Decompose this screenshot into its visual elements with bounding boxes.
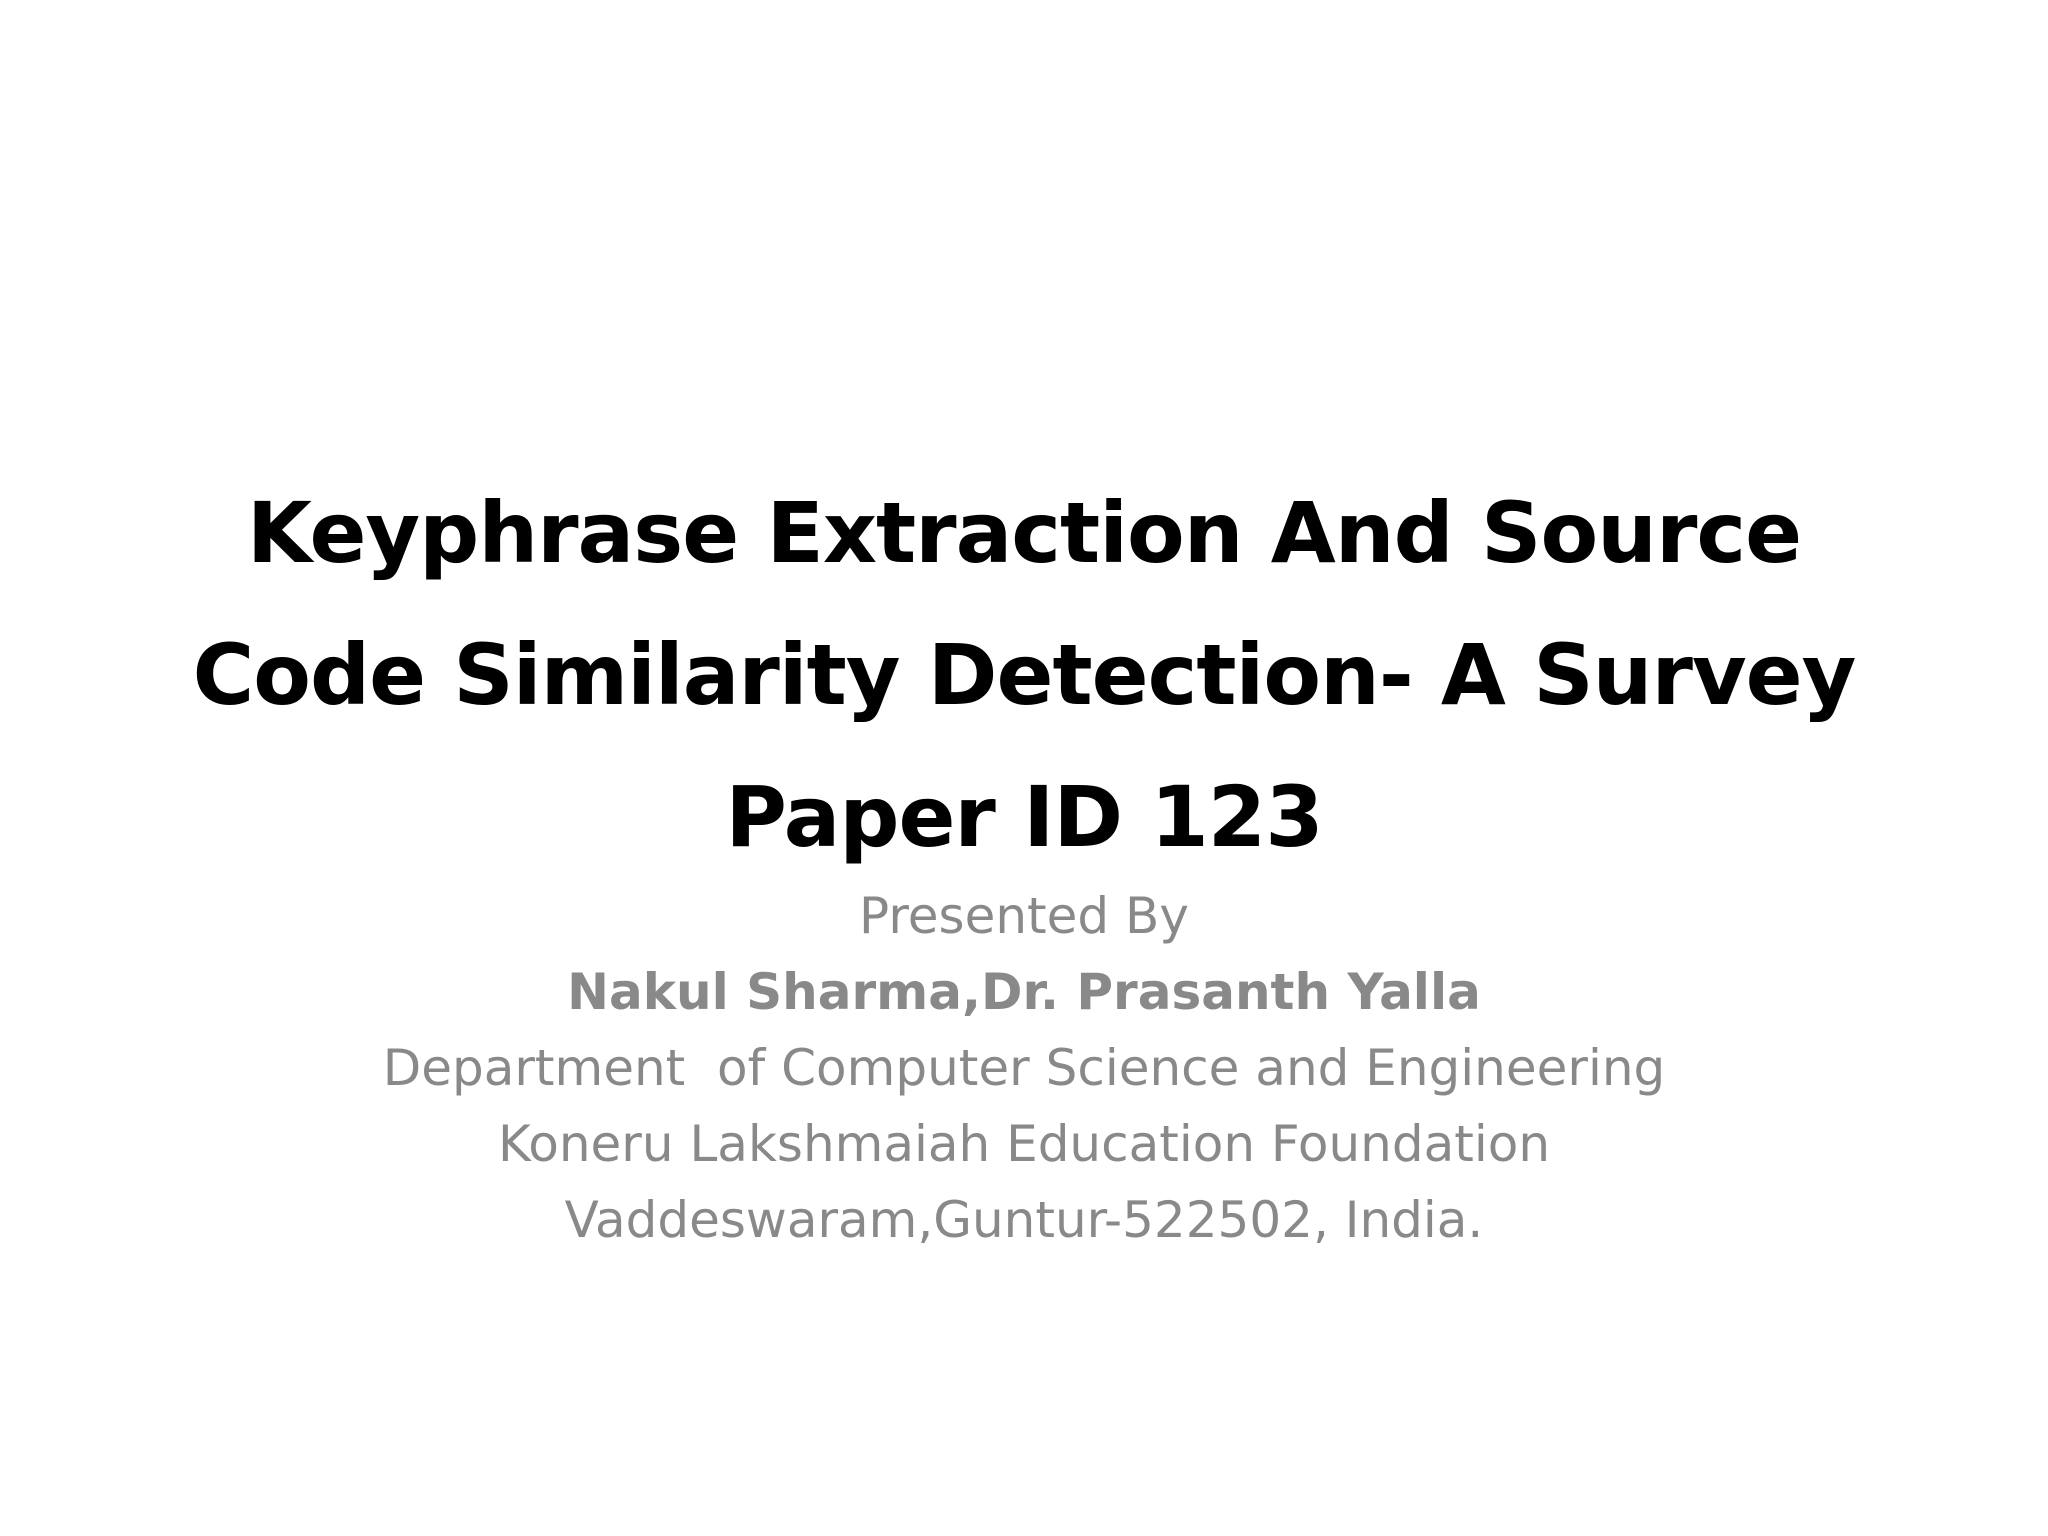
presented-by-label: Presented By bbox=[859, 887, 1189, 945]
institution-address: Vaddeswaram,Guntur-522502, India. bbox=[564, 1191, 1484, 1249]
title-line-2: Code Similarity Detection- A Survey bbox=[192, 626, 1856, 724]
slide-title bbox=[120, 462, 1928, 888]
title-line-1: Keyphrase Extraction And Source bbox=[246, 484, 1802, 582]
title-line-3: Paper ID 123 bbox=[725, 768, 1323, 866]
institution-name: Koneru Lakshmaiah Education Foundation bbox=[497, 1115, 1551, 1173]
department-name: Department of Computer Science and Engineering bbox=[382, 1039, 1666, 1097]
author-names: Nakul Sharma,Dr. Prasanth Yalla bbox=[567, 963, 1481, 1021]
slide-subtitle bbox=[120, 878, 1928, 1258]
